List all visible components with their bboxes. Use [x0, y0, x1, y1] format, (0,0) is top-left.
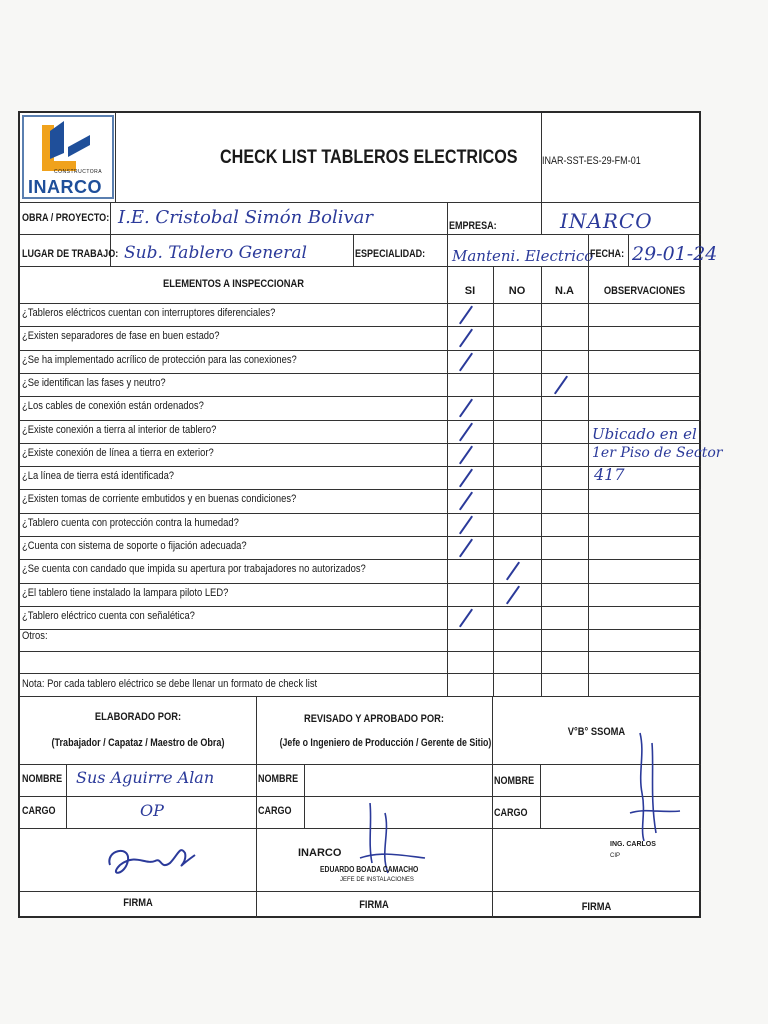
lugar-label: LUGAR DE TRABAJO:	[22, 248, 119, 260]
especialidad-value: Manteni. Electrico	[452, 247, 594, 265]
check-mark-si-icon[interactable]	[459, 305, 473, 324]
inspection-item-10: ¿Tablero cuenta con protección contra la humedad?	[22, 516, 239, 529]
inspection-item-8: ¿La línea de tierra está identificada?	[22, 470, 175, 483]
col3-title: V°B° SSOMA	[567, 726, 626, 738]
col2-cargo-label: CARGO	[258, 805, 292, 817]
otros-divider	[20, 651, 701, 652]
empresa-value: INARCO	[560, 209, 653, 233]
item-row-divider	[20, 629, 701, 630]
col3-stamp-title: ING. CARLOS	[610, 841, 656, 848]
form-code: INAR-SST-ES-29-FM-01	[542, 155, 641, 167]
col-header-na: N.A	[555, 285, 574, 297]
inspection-item-4: ¿Se identifican las fases y neutro?	[22, 376, 166, 389]
item-row-divider	[20, 396, 701, 397]
check-mark-si-icon[interactable]	[459, 329, 473, 348]
col1-title: ELABORADO POR:	[94, 711, 182, 723]
observation-line-2: 1er Piso de Sector	[592, 445, 723, 461]
check-mark-no-icon[interactable]	[506, 562, 520, 581]
inspection-item-2: ¿Existen separadores de fase en buen estado?	[22, 330, 220, 343]
check-mark-si-icon[interactable]	[459, 445, 473, 464]
col2-nombre-label: NOMBRE	[258, 773, 299, 785]
inspection-item-13: ¿El tablero tiene instalado la lampara piloto LED?	[22, 586, 229, 599]
item-row-divider	[20, 420, 701, 421]
col-header-no: NO	[508, 285, 526, 297]
inspection-item-6: ¿Existe conexión a tierra al interior de tablero?	[22, 423, 217, 436]
empresa-label: EMPRESA:	[449, 220, 497, 232]
check-mark-si-icon[interactable]	[459, 608, 473, 627]
col3-cargo-label: CARGO	[494, 807, 528, 819]
inspection-item-14: ¿Tablero eléctrico cuenta con señalética?	[22, 609, 195, 622]
col1-subtitle: (Trabajador / Capataz / Maestro de Obra)	[51, 737, 225, 749]
col3-nombre-label: NOMBRE	[494, 775, 535, 787]
col1-firma-label: FIRMA	[123, 897, 153, 909]
especialidad-label: ESPECIALIDAD:	[355, 248, 426, 260]
fecha-label: FECHA:	[590, 248, 625, 260]
col-header-elementos: ELEMENTOS A INSPECCIONAR	[163, 278, 304, 290]
col1-nombre-label: NOMBRE	[22, 773, 63, 785]
col2-stamp-name: EDUARDO BOADA CAMACHO	[320, 865, 419, 874]
checklist-form	[18, 111, 723, 918]
check-mark-si-icon[interactable]	[459, 399, 473, 418]
col2-firma-label: FIRMA	[359, 899, 389, 911]
check-mark-si-icon[interactable]	[459, 469, 473, 488]
col1-nombre-value: Sus Aguirre Alan	[76, 768, 215, 787]
obra-label: OBRA / PROYECTO:	[22, 212, 110, 224]
col3-stamp-sub: CIP	[610, 853, 621, 859]
item-row-divider	[20, 513, 701, 514]
col1-cargo-value: OP	[140, 801, 164, 820]
lugar-value: Sub. Tablero General	[124, 243, 307, 263]
note-text: Nota: Por cada tablero eléctrico se debe llenar un formato de check list	[22, 678, 318, 690]
col2-title: REVISADO Y APROBADO POR:	[303, 713, 445, 725]
inspection-item-3: ¿Se ha implementado acrílico de protección para las conexiones?	[22, 353, 297, 366]
inspection-item-5: ¿Los cables de conexión están ordenados?	[22, 400, 204, 413]
col-header-si: SI	[464, 285, 476, 297]
observation-line-1: Ubicado en el	[592, 425, 697, 443]
col2-stamp-role: JEFE DE INSTALACIONES	[340, 877, 414, 883]
check-mark-si-icon[interactable]	[459, 352, 473, 371]
inspection-item-1: ¿Tableros eléctricos cuentan con interruptores diferenciales?	[22, 307, 276, 319]
check-mark-na-icon[interactable]	[554, 375, 568, 394]
inspection-item-12: ¿Se cuenta con candado que impida su apertura por trabajadores no autorizados?	[22, 563, 366, 576]
col1-signature-icon	[100, 835, 210, 885]
item-row-divider	[20, 536, 701, 537]
check-mark-no-icon[interactable]	[506, 585, 520, 604]
inspection-item-9: ¿Existen tomas de corriente embutidos y en buenas condiciones?	[22, 493, 297, 506]
check-mark-si-icon[interactable]	[459, 538, 473, 557]
form-title: CHECK LIST TABLEROS ELECTRICOS	[220, 147, 518, 168]
item-row-divider	[20, 559, 701, 560]
col1-cargo-label: CARGO	[22, 805, 56, 817]
logo-small-text: CONSTRUCTORA	[54, 169, 103, 175]
fecha-value: 29-01-24	[632, 243, 718, 265]
item-row-divider	[20, 606, 701, 607]
item-row-divider	[20, 326, 701, 327]
obra-value: I.E. Cristobal Simón Bolivar	[118, 207, 373, 228]
check-mark-si-icon[interactable]	[459, 515, 473, 534]
col3-signature-icon	[590, 713, 700, 843]
col2-subtitle: (Jefe o Ingeniero de Producción / Gerente de Sitio)	[279, 737, 492, 749]
item-row-divider	[20, 583, 701, 584]
item-row-divider	[20, 350, 701, 351]
inspection-item-7: ¿Existe conexión de línea a tierra en exterior?	[22, 446, 214, 459]
item-row-divider	[20, 373, 701, 374]
col-header-observaciones: OBSERVACIONES	[603, 285, 686, 297]
check-mark-si-icon[interactable]	[459, 422, 473, 441]
inspection-item-11: ¿Cuenta con sistema de soporte o fijación adecuada?	[22, 540, 247, 552]
inarco-logo	[22, 115, 114, 199]
observation-line-3: 417	[594, 465, 625, 484]
item-row-divider	[20, 489, 701, 490]
col3-firma-label: FIRMA	[581, 901, 612, 913]
otros-label: Otros:	[22, 630, 48, 642]
col2-stamp-brand: INARCO	[298, 847, 342, 859]
check-mark-si-icon[interactable]	[459, 492, 473, 511]
logo-brand-text: INARCO	[28, 177, 102, 197]
